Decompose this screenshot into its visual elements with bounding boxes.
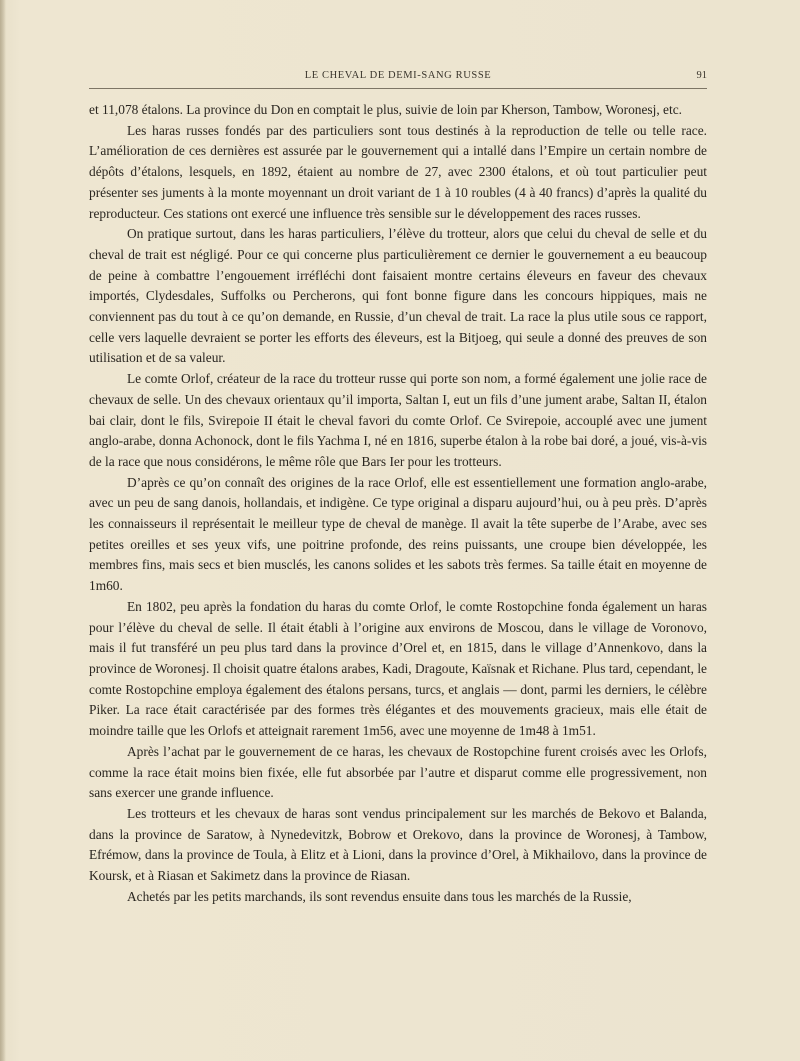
page-gutter-shadow: [0, 0, 6, 1061]
page-number: 91: [696, 70, 707, 81]
paragraph: Le comte Orlof, créateur de la race du trotteur russe qui porte son nom, a formé également une jolie race de chevaux de selle. Un des chevaux orientaux qu’il importa, Saltan I, eut un fils d’une jument arabe, Saltan II, étalon bai clair, dont le fils, Svirepoie II était le cheval favori du comte Orlof. Ce Svirepoie, accouplé avec une jument anglo-arabe, donna Achonock, dont le fils Yachma I, né en 1816, superbe étalon à la robe bai doré, a joué, vis-à-vis de la race que nous considérons, le même rôle que Bars Ier pour les trotteurs.: [89, 371, 707, 469]
paragraph: Les haras russes fondés par des particuliers sont tous destinés à la reproduction de telle ou telle race. L’amélioration de ces dernières est assurée par le gouvernement qui a intallé dans l’Empire un certain nombre de dépôts d’étalons, lesquels, en 1892, étaient au nombre de 27, avec 2300 étalons, et où tout particulier peut présenter ses juments à la monte moyennant un droit variant de 1 à 10 roubles (4 à 40 francs) d’après la qualité du reproducteur. Ces stations ont exercé une influence très sensible sur le développement des races russes.: [89, 122, 707, 221]
paragraph: D’après ce qu’on connaît des origines de la race Orlof, elle est essentiellement une formation anglo-arabe, avec un peu de sang danois, hollandais, et indigène. Ce type original a disparu aujourd’hui, ou à peu près. D’après les connaisseurs il représentait le meilleur type de cheval de manège. Il avait la tête superbe de l’Arabe, avec ses petites oreilles et ses yeux vifs, une poitrine profonde, des reins puissants, une croupe bien développée, les membres fins, mais secs et bien musclés, les canons solides et les sabots très fermes. Sa taille était en moyenne de 1m60.: [89, 474, 707, 594]
paragraph: et 11,078 étalons. La province du Don en comptait le plus, suivie de loin par Kherson, Tambow, Woronesj, etc.: [89, 102, 682, 117]
paragraph: Après l’achat par le gouvernement de ce haras, les chevaux de Rostopchine furent croisés avec les Orlofs, comme la race était moins bien fixée, elle fut absorbée par l’autre et disparut comme elle progressivement, non sans exercer une grande influence.: [89, 743, 707, 801]
running-title: LE CHEVAL DE DEMI-SANG RUSSE: [304, 70, 492, 81]
running-head: [89, 70, 707, 86]
header-rule: [89, 88, 707, 89]
paragraph: On pratique surtout, dans les haras particuliers, l’élève du trotteur, alors que celui du cheval de selle et du cheval de trait est négligé. Pour ce qui concerne plus particulièrement ce dernier le gouvernement a eu beaucoup de peine à combattre l’engouement irréfléchi dont faisaient montre certains éleveurs en faveur des chevaux importés, Clydesdales, Suffolks ou Percherons, qui font bonne figure dans les concours hippiques, mais ne conviennent pas du tout à ce qu’on demande, en Russie, d’un cheval de trait. La race la plus utile sous ce rapport, celle vers laquelle devraient se porter les efforts des éleveurs, est la Bitjoeg, qui seule a donné des preuves de son utilisation et de sa valeur.: [89, 226, 707, 366]
paragraph: Achetés par les petits marchands, ils sont revendus ensuite dans tous les marchés de la Russie,: [127, 888, 632, 904]
body-text: [89, 100, 707, 907]
paragraph: En 1802, peu après la fondation du haras du comte Orlof, le comte Rostopchine fonda également un haras pour l’élève du cheval de selle. Il était établi à l’origine aux environs de Moscou, dans le village de Voronovo, mais il fut transféré un peu plus tard dans la province d’Orel et, en 1815, dans le village d’Annenkovo, dans la province de Woronesj. Il choisit quatre étalons arabes, Kadi, Dragoute, Kaïsnak et Richane. Plus tard, cependant, le comte Rostopchine employa également des étalons persans, turcs, et anglais — dont, parmi les derniers, le célèbre Piker. La race était caractérisée par des formes très élégantes et des mouvements gracieux, mais elle était de moindre taille que les Orlofs et atteignait rarement 1m56, avec une moyenne de 1m48 à 1m51.: [89, 598, 707, 739]
paragraph: Les trotteurs et les chevaux de haras sont vendus principalement sur les marchés de Bekovo et Balanda, dans la province de Saratow, à Nynedevitzk, Bobrow et Orekovo, dans la province de Woronesj, à Tambow, Efrémow, dans la province de Toula, à Elitz et à Lioni, dans la province d’Orel, à Mikhailovo, dans la province de Koursk, et à Riasan et Sakimetz dans la province de Riasan.: [89, 805, 707, 884]
